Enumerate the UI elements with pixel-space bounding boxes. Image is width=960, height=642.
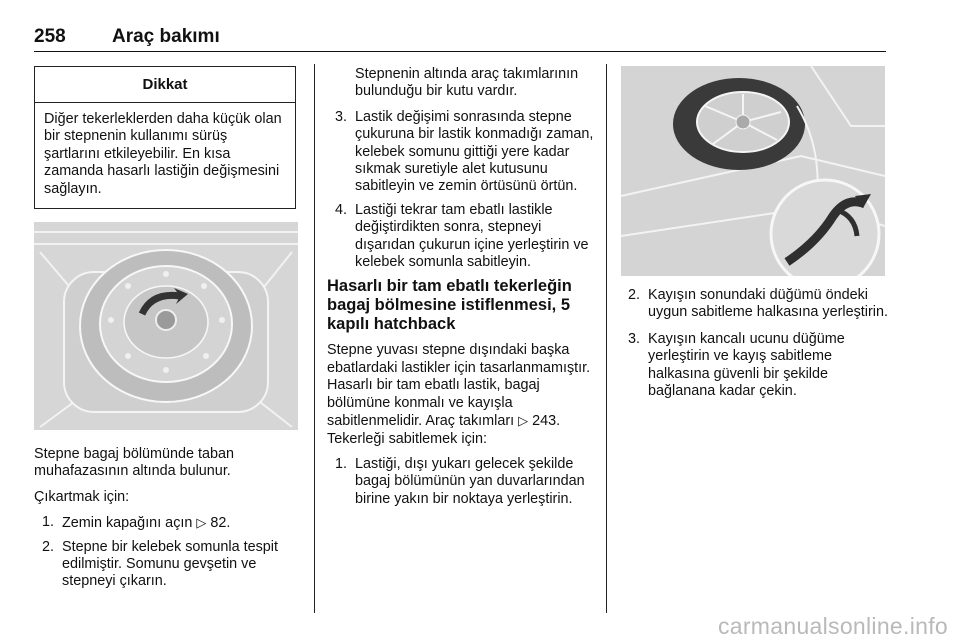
page-header (34, 26, 886, 50)
step-number: 1. (42, 514, 55, 531)
step-number: 3. (628, 330, 641, 347)
steps-list-2 (327, 109, 594, 272)
step-number: 3. (335, 108, 348, 125)
step-text: Kayışın kancalı ucunu düğüme yerleştirin ve kayış sabitleme halkasına güvenli bir şekilde bağlanana kadar çekin. (648, 330, 845, 400)
section-heading: Hasarlı bir tam ebatlı tekerleğin bagaj bölmesine istiflenmesi, 5 kapılı hatchback (327, 277, 572, 334)
caution-text: Diğer tekerleklerden daha küçük olan bir stepnenin kullanımı sürüş şartlarını etkileyebilir. En kısa zamanda hasarlı lastiğin değişmesini sağlayın. (44, 111, 282, 197)
section-text-b: Tekerleği sabitlemek için: (327, 430, 487, 447)
column-2-text (327, 66, 594, 514)
section-text-a: Stepne yuvası stepne dışındaki başka ebatlardaki lastikler için tasarlanmamıştır. Hasarlı bir tam ebatlı lastik, bagaj bölümüne konmalı ve kayışla sabitlenmelidir. Araç takımları (327, 342, 591, 430)
page-ref-icon: ▷ (196, 515, 207, 531)
list-item (34, 514, 302, 532)
caution-title: Dikkat (35, 67, 295, 103)
page-number: 258 (34, 26, 66, 47)
list-item (327, 456, 594, 508)
intro-paragraph: Çıkartmak için: (34, 488, 130, 505)
column-3-text (620, 287, 890, 406)
step-text: Stepne bir kelebek somunla tespit edilmiştir. Somunu gevşetin ve stepneyi çıkarın. (62, 538, 278, 590)
caution-box (34, 66, 296, 209)
step-text: Kayışın sonundaki düğümü öndeki uygun sabitleme halkasına yerleştirin. (648, 287, 888, 321)
list-item (34, 539, 302, 591)
header-rule (34, 51, 886, 52)
column-divider-2 (606, 64, 607, 613)
step-number: 2. (628, 287, 641, 303)
step-number: 4. (335, 201, 348, 218)
list-item (620, 331, 890, 401)
step-number: 2. (42, 538, 55, 555)
list-item (327, 202, 594, 272)
column-1-text (34, 446, 302, 597)
step-number: 1. (335, 455, 348, 472)
trunk-wheel-drawing (621, 66, 885, 276)
step-text: Zemin kapağını açın (62, 515, 193, 532)
caption-paragraph: Stepne bagaj bölümünde taban muhafazasının altında bulunur. (34, 446, 235, 480)
continued-paragraph: Stepnenin altında araç takımlarının bulunduğu bir kutu vardır. (355, 66, 579, 100)
steps-list-3 (327, 456, 594, 508)
page-title: Araç bakımı (112, 26, 220, 47)
step-text: Lastiği, dışı yukarı gelecek şekilde bagaj bölümünün yan duvarlarından birine yakın bir noktaya yerleştirin. (355, 455, 585, 507)
step-ref: 82. (210, 515, 231, 532)
steps-list-4 (620, 287, 890, 400)
page-ref-icon: ▷ (518, 413, 529, 429)
list-item (620, 287, 890, 322)
column-divider-1 (314, 64, 315, 613)
section-paragraph (327, 342, 594, 447)
list-item (327, 109, 594, 196)
trunk-wheel-illustration (621, 66, 885, 276)
section-ref: 243. (532, 413, 561, 430)
spare-wheel-drawing (34, 222, 298, 430)
spare-wheel-illustration (34, 222, 298, 430)
steps-list-1 (34, 514, 302, 591)
watermark: carmanualsonline.info (717, 613, 948, 639)
step-text: Lastiği tekrar tam ebatlı lastikle değiştirdikten sonra, stepneyi dışarıdan çukurun içine yerleştirin ve kelebek somunla sabitleyin. (355, 201, 589, 271)
step-text: Lastik değişimi sonrasında stepne çukuruna bir lastik konmadığı zaman, kelebek somunu gittiği yere kadar sıkmak suretiyle alet kutusunu sabitleyin ve zemin örtüsünü örtün. (355, 108, 594, 195)
